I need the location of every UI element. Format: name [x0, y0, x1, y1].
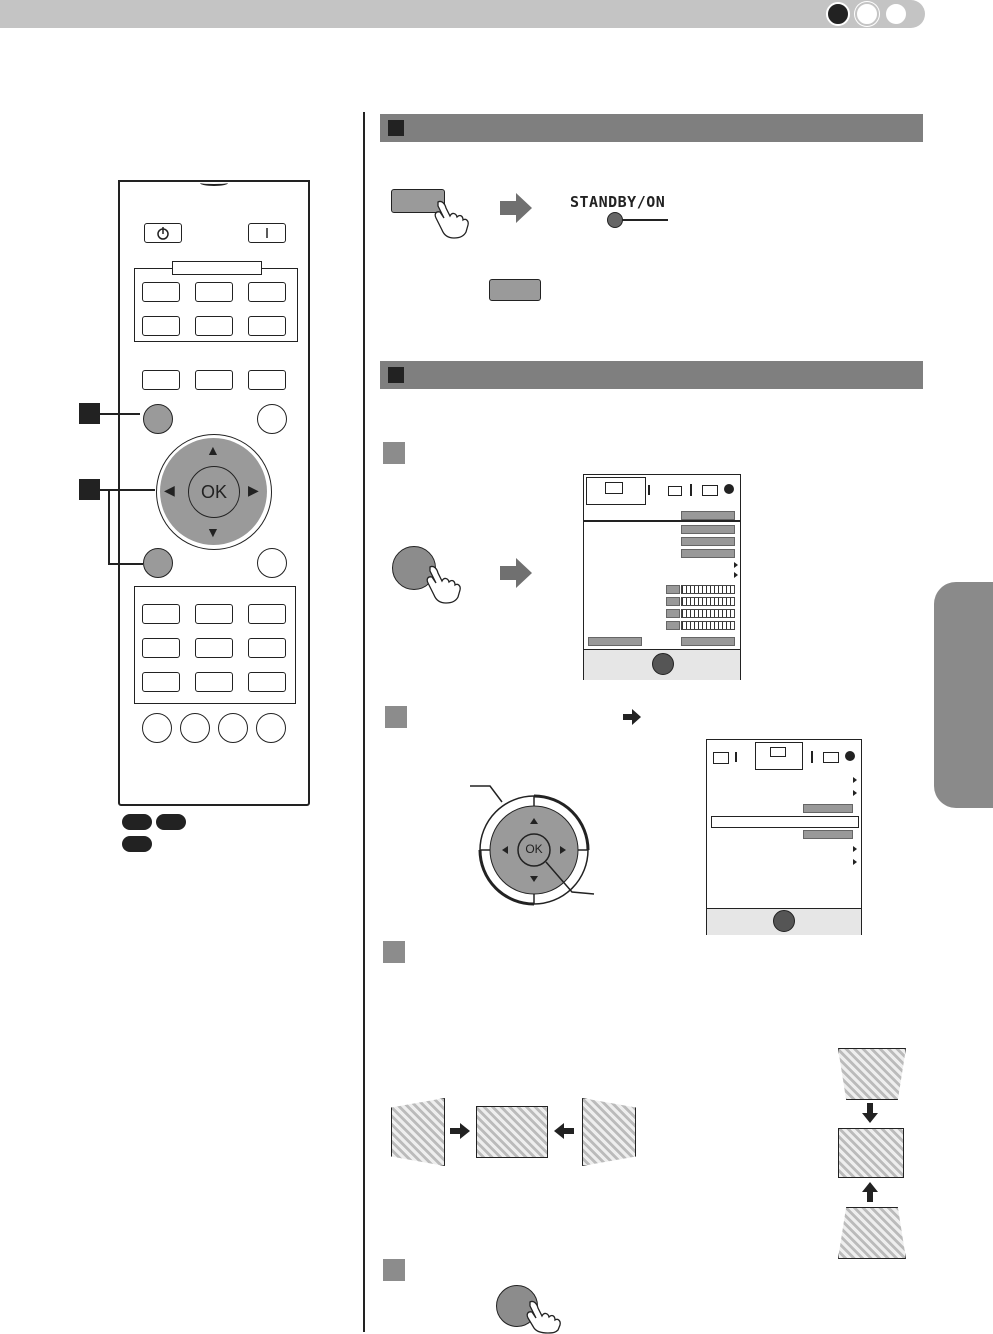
callout-marker: [79, 479, 100, 500]
remote-button[interactable]: [195, 316, 233, 336]
standby-indicator-label: STANDBY/ON: [570, 193, 666, 211]
wrench-icon: [811, 751, 813, 763]
remote-button[interactable]: [248, 316, 286, 336]
remote-round-button[interactable]: [257, 404, 287, 434]
keystone-image-top: [838, 1048, 906, 1100]
submenu-arrow-icon: [734, 572, 738, 578]
remote-ir-window: [200, 180, 228, 186]
submenu-arrow-icon: [734, 562, 738, 568]
menu-value-box: [681, 549, 735, 558]
inline-button-glyph: [489, 279, 541, 301]
step-marker-2: [385, 706, 407, 728]
remote-round-button[interactable]: [218, 713, 248, 743]
remote-round-button[interactable]: [257, 548, 287, 578]
menu-slider: [681, 597, 735, 606]
callout-line: [108, 563, 143, 565]
remote-button[interactable]: [142, 316, 180, 336]
menu-value-box: [666, 585, 680, 594]
submenu-arrow-icon: [853, 790, 857, 796]
section-header-1: [380, 114, 923, 142]
corrected-image-vertical: [838, 1128, 904, 1178]
page-indicator-dot-filled: [826, 2, 850, 26]
submenu-arrow-icon: [853, 846, 857, 852]
menu-value-box: [803, 830, 853, 839]
menu-value-box: [666, 597, 680, 606]
settings-tab-icon: [648, 485, 662, 495]
dpad-up-icon[interactable]: ▲: [206, 442, 220, 458]
menu-footer-box: [681, 637, 735, 646]
remote-button[interactable]: [195, 604, 233, 624]
menu-value-box: [681, 525, 735, 534]
power-on-icon: [249, 224, 285, 242]
menu-value-box: [681, 511, 735, 520]
remote-button[interactable]: [248, 282, 286, 302]
display-tab-icon: [702, 485, 718, 496]
nav-ok-label: OK: [525, 842, 543, 856]
step-marker-1: [383, 442, 405, 464]
remote-button[interactable]: [142, 638, 180, 658]
remote-button[interactable]: [142, 604, 180, 624]
menu-value-box: [666, 609, 680, 618]
keystone-image-left: [391, 1098, 445, 1166]
top-banner: [0, 0, 925, 28]
section-marker: [388, 120, 404, 136]
menu-value-box: [681, 537, 735, 546]
menu-slider: [681, 585, 735, 594]
keystone-image-right: [582, 1098, 636, 1166]
column-divider: [363, 112, 365, 1332]
section-header-2: [380, 361, 923, 389]
page-indicator-dot: [884, 2, 908, 26]
remote-standby-button[interactable]: [144, 223, 182, 243]
remote-round-button[interactable]: [180, 713, 210, 743]
callout-line: [108, 489, 110, 564]
corrected-image: [476, 1106, 548, 1158]
step-marker-4: [383, 1259, 405, 1281]
callout-marker: [79, 403, 100, 424]
remote-button[interactable]: [195, 282, 233, 302]
menu-slider: [681, 609, 735, 618]
remote-on-button[interactable]: [248, 223, 286, 243]
remote-button[interactable]: [248, 604, 286, 624]
remote-button[interactable]: [248, 638, 286, 658]
remote-button[interactable]: [195, 638, 233, 658]
remote-button[interactable]: [195, 672, 233, 692]
hand-pointer-icon: [424, 563, 468, 605]
chapter-side-tab: [934, 582, 993, 808]
indicator-line: [622, 219, 668, 221]
arrow-right-icon: [498, 556, 534, 590]
remote-round-button[interactable]: [256, 713, 286, 743]
settings-tab-icon: [735, 752, 749, 762]
arrow-right-icon: [449, 1122, 471, 1140]
input-tab-icon: [770, 747, 786, 757]
picture-tab-icon: [605, 482, 623, 494]
arrow-right-icon: [622, 708, 642, 726]
input-group-label-box: [172, 261, 262, 275]
osd-menu-picture: [583, 474, 741, 680]
menu-value-box: [666, 621, 680, 630]
keystone-image-bottom: [838, 1207, 906, 1259]
submenu-arrow-icon: [853, 859, 857, 865]
section-marker: [388, 367, 404, 383]
dpad-left-icon[interactable]: ◀: [164, 482, 175, 498]
menu-row-selected: [711, 816, 859, 828]
remote-button[interactable]: [142, 282, 180, 302]
remote-button[interactable]: [195, 370, 233, 390]
page-indicator-dot: [855, 2, 879, 26]
hand-pointer-icon: [432, 198, 476, 240]
remote-back-button[interactable]: [143, 548, 173, 578]
callout-line: [100, 413, 140, 415]
lens-icon: [773, 910, 795, 932]
submenu-arrow-icon: [853, 777, 857, 783]
info-icon: [724, 484, 734, 494]
wrench-icon: [690, 484, 692, 496]
menu-tab-picture-active: [586, 477, 646, 505]
model-badge: [122, 814, 152, 830]
menu-value-box: [803, 804, 853, 813]
remote-menu-button[interactable]: [143, 404, 173, 434]
arrow-up-icon: [861, 1181, 879, 1203]
remote-ok-button[interactable]: OK: [188, 466, 240, 518]
step-marker-3: [383, 941, 405, 963]
remote-control: [118, 180, 310, 806]
input-tab-icon: [668, 486, 682, 496]
info-icon: [845, 751, 855, 761]
osd-menu-input-signal: [706, 739, 862, 935]
menu-tab-input-active: [755, 742, 803, 770]
arrow-right-icon: [498, 191, 534, 225]
remote-button[interactable]: [142, 672, 180, 692]
dpad-down-icon[interactable]: ▼: [206, 524, 220, 540]
model-badge: [122, 836, 152, 852]
hand-pointer-icon: [524, 1298, 564, 1334]
menu-footer-box: [588, 637, 642, 646]
picture-tab-icon: [713, 752, 729, 764]
dpad-right-icon[interactable]: ▶: [248, 482, 259, 498]
power-icon: [145, 224, 181, 242]
standby-indicator-lamp: [607, 212, 623, 228]
menu-separator: [584, 520, 740, 522]
display-tab-icon: [823, 752, 839, 763]
remote-button[interactable]: [142, 370, 180, 390]
remote-button[interactable]: [248, 672, 286, 692]
model-badge: [156, 814, 186, 830]
arrow-down-icon: [861, 1102, 879, 1124]
remote-round-button[interactable]: [142, 713, 172, 743]
remote-button[interactable]: [248, 370, 286, 390]
arrow-left-icon: [553, 1122, 575, 1140]
lens-icon: [652, 653, 674, 675]
menu-slider: [681, 621, 735, 630]
